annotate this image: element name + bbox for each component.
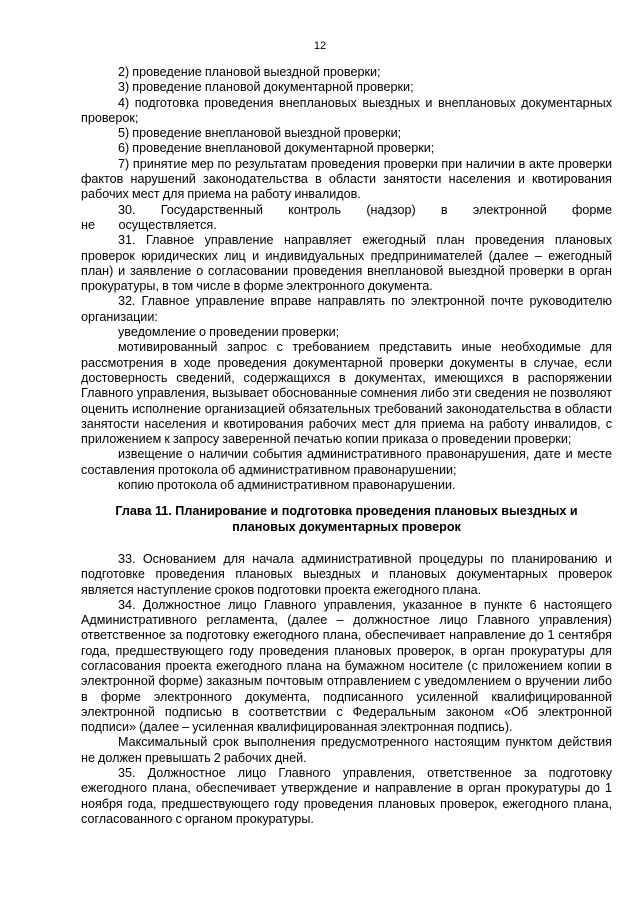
list-item: 7) принятие мер по результатам проведения проверки при наличии в акте проверки фактов нарушений законодательства в области занятости населения и квотирования рабочих мест для приема на работу инвалидов.	[81, 156, 612, 202]
page-number: 12	[313, 40, 327, 52]
list-item: 3) проведение плановой документарной проверки;	[118, 80, 414, 95]
list-item: 2) проведение плановой выездной проверки;	[118, 65, 381, 79]
paragraph-33: 33. Основанием для начала административной процедуры по планированию и подготовке проведения плановых выездных и плановых документарных проверок является наступление сроков подготовки проекта ежегодного плана.	[81, 551, 612, 597]
paragraph-34: 34. Должностное лицо Главного управления, указанное в пункте 6 настоящего Административного регламента, (далее – должностное лицо Главного управления) ответственное за подготовку ежегодного плана, обеспечивает направление до 1 сентября года, предшествующего году проведения плановых проверок, в орган прокуратуры для согласования проекта ежегодного плана на бумажном носителе (с приложением копии в электронной форме) заказным почтовым отправлением с уведомлением о вручении либо в форме электронного документа, подписанного усиленной квалифицированной электронной подписью в соответствии с Федеральным законом «Об электронной подписи» (далее – усиленная квалифицированная электронная подпись).	[81, 597, 612, 735]
list-item: 4) подготовка проведения внеплановых выездных и внеплановых документарных проверок;	[81, 95, 612, 125]
list-item: мотивированный запрос с требованием представить иные необходимые для рассмотрения в ходе проведения документарной проверки документы в случае, если достоверность сведений, содержащихся в документах, имеющихся в распоряжении Главного управления, вызывает обоснованные сомнения либо эти сведения не позволяют оценить исполнение организацией обязательных требований законодательства в области занятости населения и квотирования рабочих мест для приема на работу инвалидов, с приложением к запросу заверенной печатью копии приказа о проведении проверки;	[81, 340, 612, 447]
list-item: 5) проведение внеплановой выездной проверки;	[118, 126, 402, 141]
chapter-heading: Глава 11. Планирование и подготовка проведения плановых выездных и плановых документарных проверок	[115, 504, 578, 534]
paragraph-30: 30. Государственный контроль (надзор) в электронной форме не осуществляется.	[81, 202, 612, 232]
list-item: извещение о наличии события административного правонарушения, дате и месте составления протокола об административном правонарушении;	[81, 447, 612, 477]
paragraph-31: 31. Главное управление направляет ежегодный план проведения плановых проверок юридических лиц и индивидуальных предпринимателей (далее – ежегодный план) и заявление о согласовании проведения внеплановой выездной проверки в орган прокуратуры, в том числе в форме электронного документа.	[81, 233, 612, 294]
document-body	[81, 65, 612, 827]
list-item: уведомление о проведении проверки;	[118, 325, 340, 340]
list-item: копию протокола об административном правонарушении.	[118, 478, 456, 493]
paragraph-34-note: Максимальный срок выполнения предусмотренного настоящим пунктом действия не должен превышать 2 рабочих дней.	[81, 735, 612, 765]
list-item: 6) проведение внеплановой документарной проверки;	[118, 141, 435, 156]
paragraph-35: 35. Должностное лицо Главного управления, ответственное за подготовку ежегодного плана, обеспечивает утверждение и направление в орган прокуратуры до 1 ноября года, предшествующего году проведения плановых проверок, ежегодного плана, согласованного с органом прокуратуры.	[81, 766, 612, 826]
paragraph-32: 32. Главное управление вправе направлять по электронной почте руководителю организации:	[81, 294, 612, 324]
section-gap	[81, 535, 612, 552]
